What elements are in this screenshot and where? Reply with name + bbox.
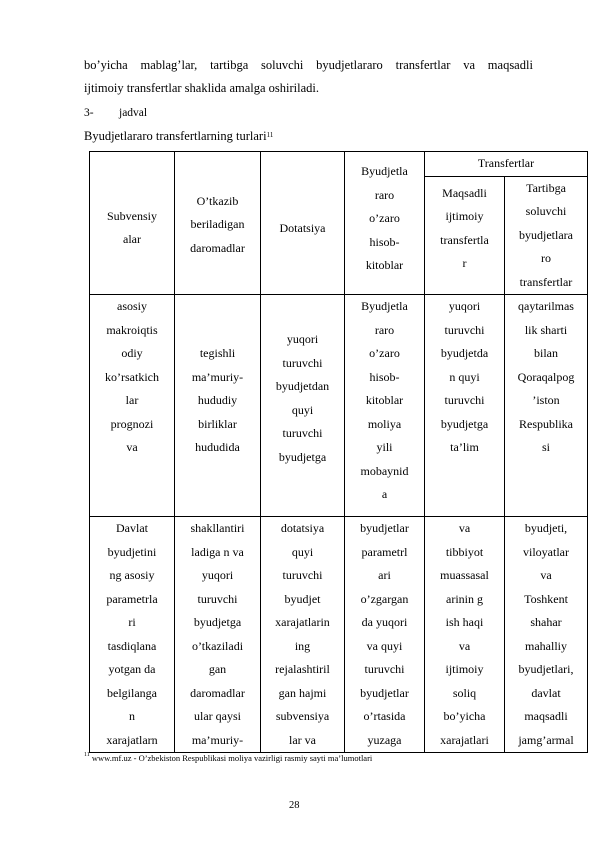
cell-line: tasdiqlana [107,638,157,653]
cell-line: moliya [367,416,402,431]
row2-col3 [261,517,345,753]
cell-line: yuqori [286,332,319,346]
cell-line: ladiga n va [191,544,244,559]
intro-line-2: ijtimoiy transfertlar shaklida amalga oshiriladi. [84,81,320,95]
cell-line: mobaynid [360,463,409,478]
cell-line: parametrl [361,544,408,559]
cell-line: byudjetlar [360,521,409,535]
cell-line: tegishli [199,346,236,360]
cell-line: bo’yicha [443,709,486,723]
row2-col1 [90,517,175,753]
cell-line: ma’muriy- [191,732,244,747]
row1-col2 [175,295,261,517]
intro-word: bo’yicha [84,58,128,72]
cell-line: da yuqori [361,615,408,629]
header-interbudget-settlements [345,152,425,295]
cell-line: turuvchi [444,393,485,407]
cell-line: qaytarilmas [518,299,574,313]
cell-line: yotgan da [108,662,156,676]
cell-line: Subvensiy [106,208,157,223]
cell-line: ro [541,251,551,265]
cell-line: turuvchi [444,322,485,337]
cell-line: ari [378,568,391,582]
cell-line: gan [208,662,227,676]
cell-line: daromadlar [190,685,245,700]
cell-line: davlat [531,685,561,700]
row2-col6 [505,517,588,753]
cell-line: asosiy [117,299,147,313]
cell-line: turuvchi [197,591,238,606]
table-title [84,129,273,143]
cell-line: Respublika [519,416,573,431]
cell-line: Qoraqalpog [517,369,575,384]
cell-line: hududiy [197,393,238,407]
cell-line: Byudjetla [361,299,408,313]
cell-line: alar [123,232,141,246]
intro-word: transfertlar [395,58,451,72]
intro-word: maqsadli [487,58,533,72]
cell-line: O’tkazib [196,193,239,208]
cell-line: ish haqi [445,615,484,629]
cell-line: ijtimoiy [445,662,484,676]
cell-line: byudjetlar [360,685,409,700]
cell-line: xarajatlarn [106,732,158,747]
cell-line: xarajatlarin [275,615,330,629]
footnote-mark: 11 [84,752,90,758]
cell-line: o’rtasida [363,709,406,723]
cell-line: parametrla [106,591,158,606]
cell-line: Tartibga [526,180,566,195]
cell-line: arinin g [446,591,483,606]
cell-line: soluvchi [525,204,567,218]
cell-line: odiy [121,346,143,360]
cell-line: turuvchi [282,568,323,582]
page-number: 28 [289,800,300,811]
cell-line: ijtimoiy [445,209,484,223]
row1-col6 [505,295,588,517]
cell-line: prognozi [110,416,154,431]
cell-line: maqsadli [524,709,568,723]
cell-line: soliq [452,685,477,700]
cell-line: yuqori [448,299,481,313]
cell-line: lar va [289,732,316,747]
cell-line: Byudjetla [361,164,408,178]
cell-line: byudjetga [278,449,327,464]
cell-line: makroiqtis [106,322,158,337]
intro-word: mablag’lar, [140,58,198,72]
cell-line: ta’lim [450,440,479,454]
header-transferred-revenues [175,152,261,295]
cell-line: dotatsiya [280,521,325,535]
row1-col5 [425,295,505,517]
cell-line: ma’muriy- [191,369,244,384]
cell-line: Dotatsiya [279,221,326,236]
cell-line: shahar [530,615,562,629]
cell-line: byudjetdan [275,379,330,393]
header-transfers-group: Transfertlar [425,152,588,177]
cell-line: ri [128,615,136,629]
footnote-text: www.mf.uz - O’zbekiston Respublikasi moliya vazirligi rasmiy sayti ma’lumotlari [91,753,373,763]
cell-line: ing [294,638,311,653]
cell-line: va quyi [366,638,403,653]
cell-line: yuzaga [367,732,402,747]
cell-line: byudjetga [440,416,489,431]
cell-line: transfertlar [519,274,573,289]
header-regulating-transfers [505,176,588,295]
cell-line: kitoblar [365,258,404,272]
cell-line: turuvchi [282,426,323,440]
cell-line: hisob- [369,369,400,384]
cell-line: gan hajmi [278,685,327,700]
row2-col2 [175,517,261,753]
cell-line: subvensiya [275,709,330,723]
cell-line: byudjetini [107,544,157,559]
intro-word: va [463,58,476,72]
cell-line: lik sharti [524,322,568,337]
cell-line: byudjeti, [524,521,568,535]
cell-line: quyi [291,402,314,417]
cell-line: quyi [291,544,314,559]
cell-line: jamg’armal [518,732,574,747]
cell-line: va [126,440,138,454]
row1-col3 [261,295,345,517]
cell-line: Toshkent [524,591,568,606]
cell-line: mahalliy [525,638,567,653]
intro-word: tartibga [210,58,249,72]
cell-line: birliklar [198,416,237,431]
cell-line: hisob- [369,234,400,249]
cell-line: beriladigan [190,217,245,232]
cell-line: Davlat [116,521,148,535]
cell-line: daromadlar [190,240,245,255]
header-subsidies [90,152,175,295]
transfers-table [89,151,588,753]
row2-col5 [425,517,505,753]
table-caption [84,106,148,120]
cell-line: ng asosiy [109,568,155,582]
cell-line: bilan [534,346,558,360]
cell-line: xarajatlari [440,732,489,747]
row1-col1 [90,295,175,517]
cell-line: Maqsadli [442,185,487,200]
cell-line: lar [125,393,139,407]
cell-line: va [458,521,471,535]
cell-line: byudjetga [193,615,242,629]
cell-line: rejalashtiril [275,662,330,676]
cell-line: n quyi [449,369,480,384]
cell-line: o’zgargan [360,591,409,606]
title-footnote-mark: 11 [266,131,274,139]
intro-word: soluvchi [261,58,304,72]
cell-line: turuvchi [364,662,405,676]
cell-line: belgilanga [107,685,157,700]
cell-line: transfertla [440,232,489,247]
cell-line: va [458,638,471,653]
table-number: 3- [84,107,94,119]
cell-line: hududida [195,440,240,454]
cell-line: o’zaro [369,211,400,225]
cell-line: r [462,256,467,270]
intro-line-1 [84,58,533,72]
cell-line: n [129,709,135,723]
header-grant [261,152,345,295]
footnote [84,753,372,763]
intro-word: byudjetlararo [316,58,383,72]
cell-line: tibbiyot [445,544,484,559]
cell-line: shakllantiri [190,521,245,535]
cell-line: o’tkaziladi [191,638,244,653]
cell-line: raro [374,187,395,202]
cell-line: muassasal [440,568,489,582]
cell-line: o’zaro [369,346,400,360]
cell-line: a [381,487,388,501]
cell-line: byudjetlara [519,227,573,242]
cell-line: yili [376,440,393,454]
row1-col4 [345,295,425,517]
cell-line: byudjetlari, [518,662,574,676]
row2-col4 [345,517,425,753]
cell-line: byudjet [284,591,321,606]
cell-line: raro [374,322,395,337]
cell-line: ’iston [532,393,560,407]
table-title-text: Byudjetlararo transfertlarning turlari [84,129,267,143]
cell-line: turuvchi [282,355,323,370]
header-targeted-social-transfers [425,176,505,295]
cell-line: ko’rsatkich [105,369,159,384]
table-label: jadval [119,107,148,119]
cell-line: byudjetda [440,346,489,360]
cell-line: kitoblar [365,393,404,407]
cell-line: ular qaysi [194,709,241,723]
cell-line: si [541,440,550,454]
cell-line: va [540,568,552,582]
cell-line: viloyatlar [523,544,569,559]
cell-line: yuqori [201,568,234,582]
